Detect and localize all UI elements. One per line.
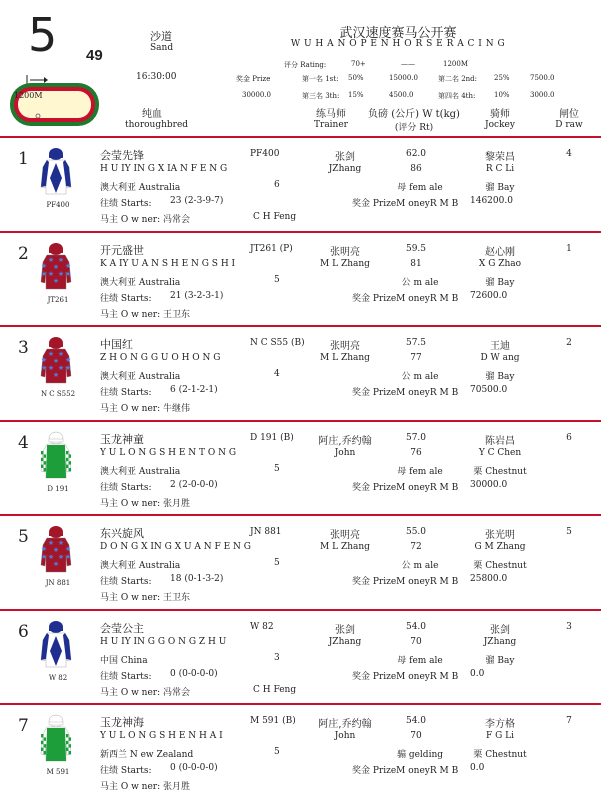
first-label: 第一名 1st: [302, 75, 339, 83]
prize-money-label: 奖金 PrizeM oneyR M B [352, 199, 459, 209]
trainer-en: M L Zhang [320, 258, 370, 269]
svg-text:★: ★ [64, 545, 72, 553]
prize-money: 25800.0 [470, 574, 508, 584]
jockey-cn: 李方格 [485, 719, 515, 730]
third-amt: 4500.0 [389, 91, 414, 99]
svg-text:★: ★ [64, 364, 72, 372]
runner-number: 6 [18, 621, 29, 642]
jockey-silk-icon [38, 336, 74, 384]
horse-sex: 母 fem ale [397, 183, 443, 193]
runner-number: 5 [18, 527, 29, 547]
jockey-cn: 张光明 [485, 530, 515, 541]
prize-money-label: 奖金 PrizeM oneyR M B [352, 482, 459, 493]
fourth-amt: 3000.0 [530, 91, 555, 99]
rating-label: 评分 Rating: [284, 61, 327, 69]
weight: 62.0 [405, 149, 427, 159]
horse-name-cn: 会莹先锋 [100, 149, 144, 162]
horse-code: JT261 (P) [250, 243, 293, 254]
runner-code: N C S552 [40, 390, 76, 398]
horse-sex: 母 fem ale [397, 655, 443, 666]
race-title-en: W U H A N O P E N H O R S E R A C I N G [290, 39, 506, 49]
horse-owner: 马主 O w ner: 王卫东 [100, 309, 190, 320]
prize-money-label: 奖金 PrizeM oneyR M B [352, 766, 459, 776]
horse-age: 4 [274, 369, 280, 379]
jockey-en: D W ang [480, 353, 520, 363]
svg-text:★: ★ [52, 546, 60, 554]
starts-label: 往绩 Starts: [100, 671, 152, 682]
svg-text:★: ★ [47, 539, 55, 547]
horse-color: 骝 Bay [485, 655, 515, 666]
prize-money: 30000.0 [470, 479, 508, 490]
horse-name-en: D O N G X IN G X U A N F E N G [100, 542, 251, 552]
first-pct: 50% [348, 74, 364, 82]
horse-age: 5 [274, 747, 280, 757]
horse-code: JN 881 [250, 527, 282, 537]
race-time: 16:30:00 [136, 72, 177, 82]
horse-name-en: H U IY IN G X IA N F E N G [100, 164, 228, 174]
rating-dash: —— [401, 60, 415, 68]
horse-name-en: Z H O N G G U O H O N G [100, 353, 221, 363]
starts-label: 往绩 Starts: [100, 199, 152, 209]
trainer-en: M L Zhang [320, 353, 370, 363]
horse-owner: 马主 O w ner: 冯常会 [100, 215, 190, 225]
horse-color: 栗 Chestnut [473, 561, 527, 571]
runner-number: 1 [18, 149, 29, 169]
entry-divider [0, 136, 601, 138]
svg-text:★: ★ [57, 269, 65, 278]
jockey-cn: 赵心刚 [485, 246, 515, 258]
horse-color: 栗 Chestnut [473, 750, 527, 760]
entry-divider [0, 703, 601, 705]
jockey-cn: 陈岩昌 [485, 435, 515, 447]
rating: 86 [410, 164, 422, 174]
owner-extra: C H Feng [253, 212, 297, 222]
horse-sex: 母 fem ale [397, 466, 443, 477]
horse-name-en: Y U L O N G S H E N T O N G [100, 447, 237, 458]
jockey-silk-icon [38, 242, 74, 290]
race-number: 5 [28, 8, 58, 62]
jockey-cn: 张剑 [490, 624, 510, 636]
prize-money: 70500.0 [470, 385, 508, 395]
breed-en: thoroughbred [125, 120, 189, 130]
draw-number: 4 [566, 149, 572, 159]
svg-text:★: ★ [52, 262, 60, 271]
trainer-en: JZhang [328, 164, 362, 174]
svg-text:★: ★ [64, 553, 72, 561]
rating: 70 [410, 636, 422, 647]
rating: 76 [410, 447, 422, 458]
svg-text:★: ★ [40, 553, 48, 561]
svg-text:★: ★ [57, 255, 65, 264]
trainer-en: M L Zhang [320, 542, 370, 552]
horse-name-cn: 玉龙神童 [100, 432, 144, 446]
svg-text:★: ★ [52, 371, 60, 379]
horse-country: 中国 China [100, 655, 148, 666]
horse-country: 澳大利亚 Australia [100, 466, 181, 477]
trainer-en: JZhang [328, 636, 362, 647]
draw-number: 3 [566, 621, 572, 632]
prize-money: 72600.0 [470, 290, 508, 301]
draw-number: 1 [566, 243, 572, 254]
svg-text:★: ★ [40, 261, 48, 270]
starts-record: 18 (0-1-3-2) [170, 574, 224, 584]
horse-code: W 82 [250, 621, 274, 632]
draw-number: 5 [566, 527, 572, 537]
weight: 54.0 [405, 716, 427, 726]
prize-money-label: 奖金 PrizeM oneyR M B [352, 293, 459, 304]
runner-entry [0, 235, 601, 329]
svg-text:★: ★ [57, 350, 65, 358]
draw-number: 6 [566, 432, 572, 443]
jockey-silk-icon [38, 620, 74, 668]
horse-age: 5 [274, 463, 280, 474]
fourth-label: 第四名 4th: [438, 92, 476, 100]
prize-money-label: 奖金 PrizeM oneyR M B [352, 577, 459, 587]
starts-label: 往绩 Starts: [100, 293, 152, 304]
horse-country: 澳大利亚 Australia [100, 277, 181, 288]
horse-age: 5 [274, 274, 280, 285]
prize-total: 30000.0 [242, 91, 271, 99]
svg-text:★: ★ [47, 364, 55, 372]
svg-text:★: ★ [57, 553, 65, 561]
runner-number: 3 [18, 338, 29, 358]
owner-extra: C H Feng [253, 684, 297, 695]
entry-divider [0, 325, 601, 327]
starts-record: 21 (3-2-3-1) [170, 290, 224, 301]
jockey-cn: 王迪 [490, 341, 510, 352]
runner-code: M 591 [46, 768, 70, 776]
weight: 54.0 [405, 621, 427, 632]
horse-name-cn: 开元盛世 [100, 243, 144, 257]
entry-divider [0, 609, 601, 611]
prize-money-label: 奖金 PrizeM oneyR M B [352, 671, 459, 682]
starts-label: 往绩 Starts: [100, 388, 152, 398]
trainer-cn: 张剑 [335, 152, 355, 163]
prize-money: 0.0 [470, 668, 485, 679]
svg-text:★: ★ [64, 261, 72, 270]
second-amt: 7500.0 [530, 74, 555, 82]
horse-owner: 马主 O w ner: 张月胜 [100, 782, 190, 792]
runner-number: 7 [18, 716, 29, 736]
jockey-silk-icon [38, 147, 74, 195]
svg-text:★: ★ [47, 350, 55, 358]
prize-money: 0.0 [470, 763, 485, 773]
horse-sex: 公 m ale [401, 277, 439, 288]
horse-sex: 公 m ale [401, 561, 439, 571]
jockey-en: G M Zhang [474, 542, 526, 552]
horse-code: M 591 (B) [250, 716, 296, 726]
trainer-cn: 阿庄,乔约翰 [318, 719, 372, 730]
svg-text:★: ★ [40, 364, 48, 372]
runner-number: 4 [18, 432, 29, 453]
horse-owner: 马主 O w ner: 冯常会 [100, 687, 190, 698]
horse-code: PF400 [250, 149, 280, 159]
draw-number: 2 [566, 338, 572, 348]
horse-color: 栗 Chestnut [473, 466, 527, 477]
jockey-en: Y C Chen [478, 447, 522, 458]
prize-money: 146200.0 [470, 196, 513, 206]
weight: 57.5 [405, 338, 427, 348]
horse-sex: 骟 gelding [396, 750, 444, 760]
starts-label: 往绩 Starts: [100, 577, 152, 587]
header-jockey-cn: 骑师 [490, 109, 510, 120]
runner-number: 2 [18, 243, 29, 264]
svg-text:★: ★ [64, 356, 72, 364]
starts-record: 0 (0-0-0-0) [170, 763, 218, 773]
header-trainer-en: Trainer [314, 120, 348, 130]
runner-code: JN 881 [45, 579, 71, 587]
svg-text:★: ★ [40, 269, 48, 278]
trainer-en: John [334, 731, 356, 741]
prize-label: 奖金 Prize [236, 75, 271, 83]
starts-record: 23 (2-3-9-7) [170, 196, 224, 206]
starts-record: 0 (0-0-0-0) [170, 668, 218, 679]
svg-text:★: ★ [40, 545, 48, 553]
fourth-pct: 10% [494, 91, 510, 99]
horse-code: N C S55 (B) [250, 338, 305, 348]
horse-sex: 公 m ale [401, 372, 439, 382]
jockey-en: R C Li [485, 164, 515, 174]
horse-color: 骝 Bay [485, 277, 515, 288]
runner-entry [0, 613, 601, 707]
rating-value: 70+ [351, 60, 366, 68]
horse-name-cn: 东兴旋风 [100, 527, 144, 540]
entry-divider [0, 231, 601, 233]
svg-text:★: ★ [47, 255, 55, 264]
race-badge: 49 [86, 47, 103, 64]
rating: 72 [410, 542, 422, 552]
starts-label: 往绩 Starts: [100, 766, 152, 776]
second-pct: 25% [494, 74, 510, 82]
horse-country: 新西兰 N ew Zealand [100, 750, 194, 760]
third-label: 第三名 3th: [302, 92, 340, 100]
track-distance-label: 1200M [14, 91, 43, 100]
rating: 81 [410, 258, 422, 269]
runner-entry [0, 140, 601, 234]
horse-country: 澳大利亚 Australia [100, 372, 181, 382]
svg-text:★: ★ [64, 269, 72, 278]
trainer-en: John [334, 447, 356, 458]
runner-entry [0, 424, 601, 518]
jockey-silk-icon [38, 431, 74, 479]
svg-text:★: ★ [52, 276, 60, 285]
svg-text:★: ★ [57, 364, 65, 372]
entry-divider [0, 420, 601, 422]
header-draw-cn: 闸位 [559, 109, 579, 120]
horse-name-cn: 玉龙神海 [100, 716, 144, 729]
second-label: 第二名 2nd: [438, 75, 478, 83]
svg-text:★: ★ [40, 356, 48, 364]
starts-record: 2 (2-0-0-0) [170, 479, 218, 490]
first-amt: 15000.0 [389, 74, 418, 82]
prize-money-label: 奖金 PrizeM oneyR M B [352, 388, 459, 398]
runner-entry [0, 329, 601, 423]
start-arrow-icon [26, 70, 48, 80]
svg-text:★: ★ [47, 553, 55, 561]
horse-age: 5 [274, 558, 280, 568]
jockey-en: JZhang [483, 636, 517, 647]
jockey-silk-icon [38, 714, 74, 762]
race-title-cn: 武汉速度赛马公开赛 [339, 26, 457, 41]
svg-text:★: ★ [47, 269, 55, 278]
horse-name-cn: 中国红 [100, 338, 133, 351]
draw-number: 7 [566, 716, 572, 726]
horse-code: D 191 (B) [250, 432, 294, 443]
horse-owner: 马主 O w ner: 牛继伟 [100, 404, 190, 414]
header-weight: 负磅 (公斤) W t(kg) [368, 109, 460, 120]
third-pct: 15% [348, 91, 364, 99]
horse-country: 澳大利亚 Australia [100, 183, 181, 193]
svg-text:★: ★ [52, 357, 60, 365]
runner-code: D 191 [47, 484, 69, 493]
rating: 77 [410, 353, 422, 363]
runner-code: PF400 [46, 201, 70, 209]
horse-name-en: H U IY IN G G O N G Z H U [100, 636, 227, 647]
race-distance: 1200M [443, 60, 468, 68]
horse-color: 骝 Bay [485, 183, 515, 193]
trainer-cn: 张明亮 [330, 530, 360, 541]
starts-record: 6 (2-1-2-1) [170, 385, 218, 395]
trainer-cn: 阿庄,乔约翰 [318, 435, 372, 447]
breed-cn: 纯血 [142, 109, 162, 120]
surface-cn: 沙道 [150, 30, 172, 43]
header-trainer-cn: 练马师 [316, 109, 346, 120]
jockey-en: F G Li [485, 731, 515, 741]
header-rating: (评分 Rt) [394, 123, 434, 133]
horse-name-en: K A IY U A N S H E N G S H I [100, 258, 236, 269]
runner-code: W 82 [48, 673, 68, 682]
horse-color: 骝 Bay [485, 372, 515, 382]
trainer-cn: 张明亮 [330, 341, 360, 352]
starts-label: 往绩 Starts: [100, 482, 152, 493]
horse-age: 6 [274, 180, 280, 190]
trainer-cn: 张明亮 [330, 246, 360, 258]
header-draw-en: D raw [555, 120, 583, 130]
weight: 55.0 [405, 527, 427, 537]
jockey-en: X G Zhao [478, 258, 522, 269]
runner-code: JT261 [47, 295, 69, 304]
horse-name-en: Y U L O N G S H E N H A I [100, 731, 223, 741]
weight: 57.0 [405, 432, 427, 443]
horse-owner: 马主 O w ner: 王卫东 [100, 593, 190, 603]
surface-en: Sand [150, 43, 174, 53]
svg-text:★: ★ [57, 539, 65, 547]
jockey-cn: 黎荣昌 [485, 152, 515, 163]
weight: 59.5 [405, 243, 427, 254]
runner-entry [0, 707, 601, 801]
horse-country: 澳大利亚 Australia [100, 561, 181, 571]
trainer-cn: 张剑 [335, 624, 355, 636]
horse-owner: 马主 O w ner: 张月胜 [100, 498, 190, 509]
track-diagram [8, 80, 102, 130]
horse-name-cn: 会莹公主 [100, 621, 144, 635]
horse-age: 3 [274, 652, 280, 663]
runner-entry [0, 518, 601, 612]
entry-divider [0, 514, 601, 516]
jockey-silk-icon [38, 525, 74, 573]
rating: 70 [410, 731, 422, 741]
svg-text:★: ★ [52, 560, 60, 568]
header-jockey-en: Jockey [485, 120, 515, 130]
